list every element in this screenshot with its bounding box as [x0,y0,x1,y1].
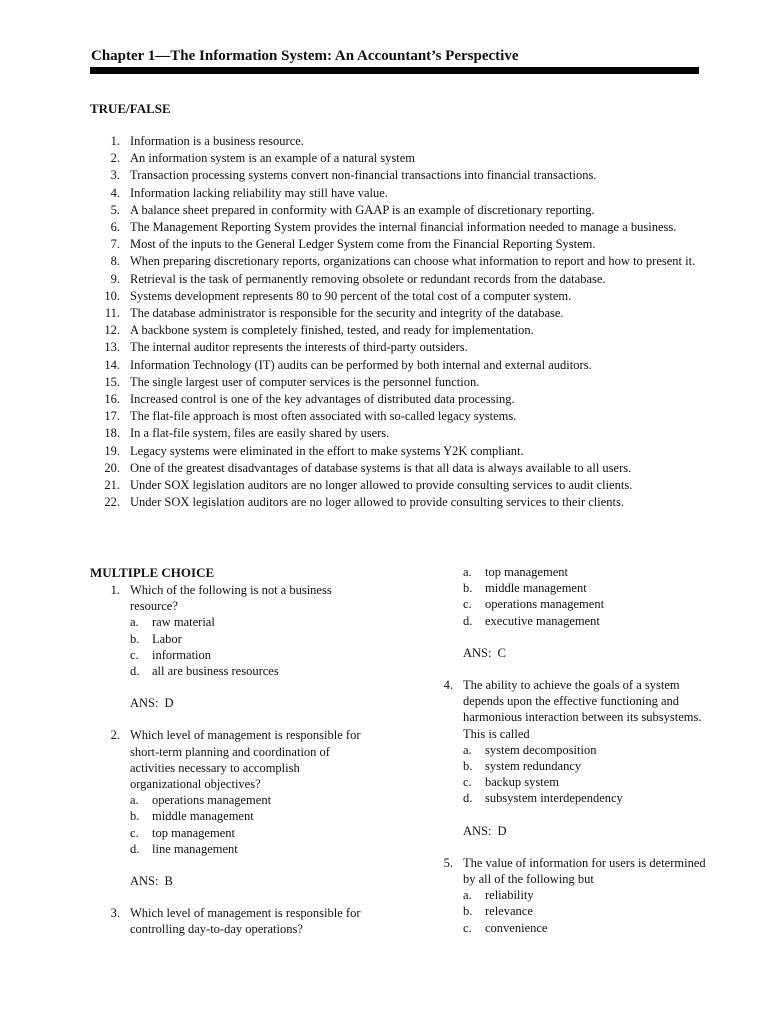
choice-letter: a. [463,888,472,903]
tf-item [90,391,702,408]
question-text: Which level of management is responsible for controlling day-to-day operations? [130,906,361,937]
choice-text: middle management [152,809,254,824]
choice [130,647,370,663]
tf-item-text: Under SOX legislation auditors are no loger allowed to provide consulting services to their clients. [130,495,624,510]
answer-value: B [164,874,173,889]
tf-item [90,271,702,288]
tf-item-text: A balance sheet prepared in conformity with GAAP is an example of discretionary reporting. [130,202,595,217]
tf-item-number: 15. [104,374,120,389]
tf-item-text: The internal auditor represents the interests of third-party outsiders. [130,340,468,355]
tf-item-text: Information Technology (IT) audits can be performed by both internal and external auditors. [130,357,592,372]
mc-question-4 [423,677,713,839]
tf-item-text: Legacy systems were eliminated in the effort to make systems Y2K compliant. [130,443,524,458]
tf-item-text: One of the greatest disadvantages of database systems is that all data is always available to all users. [130,460,632,475]
choice-text: top management [485,565,568,579]
choice [130,631,370,647]
tf-item [90,339,702,356]
mc-question-5 [423,855,713,936]
tf-item-number: 8. [110,254,120,269]
choice-letter: b. [463,581,473,596]
choice [130,825,370,841]
choice-text: executive management [485,613,600,628]
question-number: 2. [110,728,120,743]
choice-text: line management [152,841,238,856]
tf-item-number: 10. [104,288,120,303]
question-text: Which of the following is not a business resource? [130,583,332,614]
answer-label: ANS: [463,645,492,660]
tf-item-number: 22. [104,495,120,510]
tf-item [90,477,702,494]
tf-item-text: The database administrator is responsible for the security and integrity of the database. [130,306,564,321]
tf-item-text: Most of the inputs to the General Ledger System come from the Financial Reporting System. [130,237,596,252]
choice-letter: b. [463,904,473,919]
question-text: Which level of management is responsible for short-term planning and coordination of activities necessary to accomplish organizational objectives? [130,728,361,792]
tf-item [90,460,702,477]
choice-text: all are business resources [152,664,279,679]
tf-item-number: 18. [104,426,120,441]
tf-item [90,236,702,253]
answer-value: C [497,645,506,660]
mc-left-column [90,582,370,954]
tf-item [90,202,702,219]
mc-question-1 [90,582,370,711]
tf-item-text: Retrieval is the task of permanently removing obsolete or redundant records from the database. [130,271,606,286]
choice-text: operations management [485,597,605,612]
tf-item [90,185,702,202]
choice-list [463,564,713,629]
choice-text: information [152,647,212,662]
choice-text: relevance [485,904,533,919]
tf-item-number: 9. [110,271,120,286]
choice-text: subsystem interdependency [485,791,623,806]
choice-text: raw material [152,615,215,630]
tf-item-text: Increased control is one of the key advantages of distributed data processing. [130,392,515,407]
choice [463,790,713,806]
answer-line [463,645,713,661]
choice-letter: c. [463,597,472,612]
answer-label: ANS: [130,696,159,711]
tf-item-text: The single largest user of computer services is the personnel function. [130,374,480,389]
question-text: The ability to achieve the goals of a system depends upon the effective functioning and harmonious interaction between its subsystems. This is called [463,678,702,741]
choice [130,663,370,679]
choice [463,774,713,790]
title-rule [90,67,699,74]
choice-text: system redundancy [485,759,582,774]
tf-item [90,425,702,442]
choice-text: system decomposition [485,742,597,757]
choice-text: operations management [152,793,272,808]
choice-letter: c. [463,775,472,790]
answer-line [130,873,370,889]
tf-item-number: 4. [110,185,120,200]
choice-letter: a. [463,742,472,757]
question-number: 5. [443,855,453,870]
tf-item [90,408,702,425]
choice-letter: c. [130,647,139,662]
tf-item-number: 12. [104,323,120,338]
tf-item-text: Information is a business resource. [130,134,304,148]
answer-line [463,823,713,839]
choice-letter: c. [130,825,139,840]
tf-item-text: A backbone system is completely finished, tested, and ready for implementation. [130,323,534,338]
choice-text: top management [152,825,235,840]
choice [130,614,370,630]
mc-question-3 [90,905,370,937]
tf-item-number: 19. [104,443,120,458]
tf-item-number: 6. [110,220,120,235]
choice-letter: a. [130,793,139,808]
tf-item [90,133,702,150]
answer-value: D [164,696,174,711]
choice [463,742,713,758]
choice-text: backup system [485,775,559,790]
tf-item [90,322,702,339]
choice [130,808,370,824]
question-number: 1. [110,583,120,597]
choice-letter: b. [130,809,140,824]
question-text: The value of information for users is determined by all of the following but [463,855,706,887]
choice-text: convenience [485,920,548,935]
tf-item [90,494,702,511]
tf-item-text: Information lacking reliability may still have value. [130,185,388,200]
choice-list [130,614,370,679]
tf-item-number: 11. [104,306,120,321]
tf-item-text: Systems development represents 80 to 90 percent of the total cost of a computer system. [130,288,572,303]
tf-item [90,443,702,460]
choice-letter: b. [463,759,473,774]
tf-item [90,253,702,270]
tf-item-number: 2. [110,151,120,166]
answer-label: ANS: [130,874,159,889]
choice [130,792,370,808]
multiple-choice-heading: MULTIPLE CHOICE [90,565,215,580]
choice-letter: d. [130,841,140,856]
tf-item-text: In a flat-file system, files are easily shared by users. [130,426,390,441]
question-number: 3. [110,906,120,921]
tf-item [90,288,702,305]
tf-item [90,357,702,374]
tf-item-number: 5. [110,202,120,217]
choice-letter: c. [463,920,472,935]
choice-letter: a. [130,615,139,630]
choice-letter: a. [463,565,472,579]
tf-item-number: 1. [110,134,120,148]
question-number: 4. [443,678,453,693]
tf-item [90,150,702,167]
answer-label: ANS: [463,823,492,838]
chapter-title: Chapter 1—The Information System: An Accountant’s Perspective [91,48,519,64]
tf-item-number: 7. [110,237,120,252]
tf-item-number: 21. [104,478,120,493]
mc-question-3-continued [423,564,713,661]
true-false-heading: TRUE/FALSE [90,101,171,116]
choice [463,580,713,596]
choice-text: reliability [485,888,534,903]
tf-item-text: Under SOX legislation auditors are no longer allowed to provide consulting services to audit clients. [130,478,633,493]
choice-text: Labor [152,631,182,646]
tf-item-text: The flat-file approach is most often associated with so-called legacy systems. [130,409,517,424]
choice [463,920,713,936]
tf-item [90,219,702,236]
choice [463,596,713,612]
answer-value: D [497,823,507,838]
tf-item-number: 17. [104,409,120,424]
tf-item-text: Transaction processing systems convert non-financial transactions into financial transactions. [130,168,597,183]
choice-letter: b. [130,631,140,646]
tf-item-text: The Management Reporting System provides the internal financial information needed to manage a business. [130,220,677,235]
true-false-list [90,133,702,511]
tf-item-number: 20. [104,460,120,475]
mc-question-2 [90,727,370,889]
answer-line [130,695,370,711]
choice [463,887,713,903]
choice-list [130,792,370,857]
choice-letter: d. [463,613,473,628]
tf-item [90,167,702,184]
tf-item [90,305,702,322]
tf-item-text: When preparing discretionary reports, organizations can choose what information to report and how to present it. [130,254,696,269]
tf-item-text: An information system is an example of a natural system [130,151,416,166]
tf-item-number: 3. [110,168,120,183]
choice [463,903,713,919]
tf-item-number: 14. [104,357,120,372]
choice-letter: d. [130,664,140,679]
tf-item-number: 16. [104,392,120,407]
choice [463,564,713,580]
choice-list [463,742,713,807]
choice-list [463,887,713,936]
choice [130,841,370,857]
tf-item [90,374,702,391]
choice-text: middle management [485,581,587,596]
choice [463,613,713,629]
tf-item-number: 13. [104,340,120,355]
choice [463,758,713,774]
mc-right-column [423,564,713,952]
choice-letter: d. [463,791,473,806]
